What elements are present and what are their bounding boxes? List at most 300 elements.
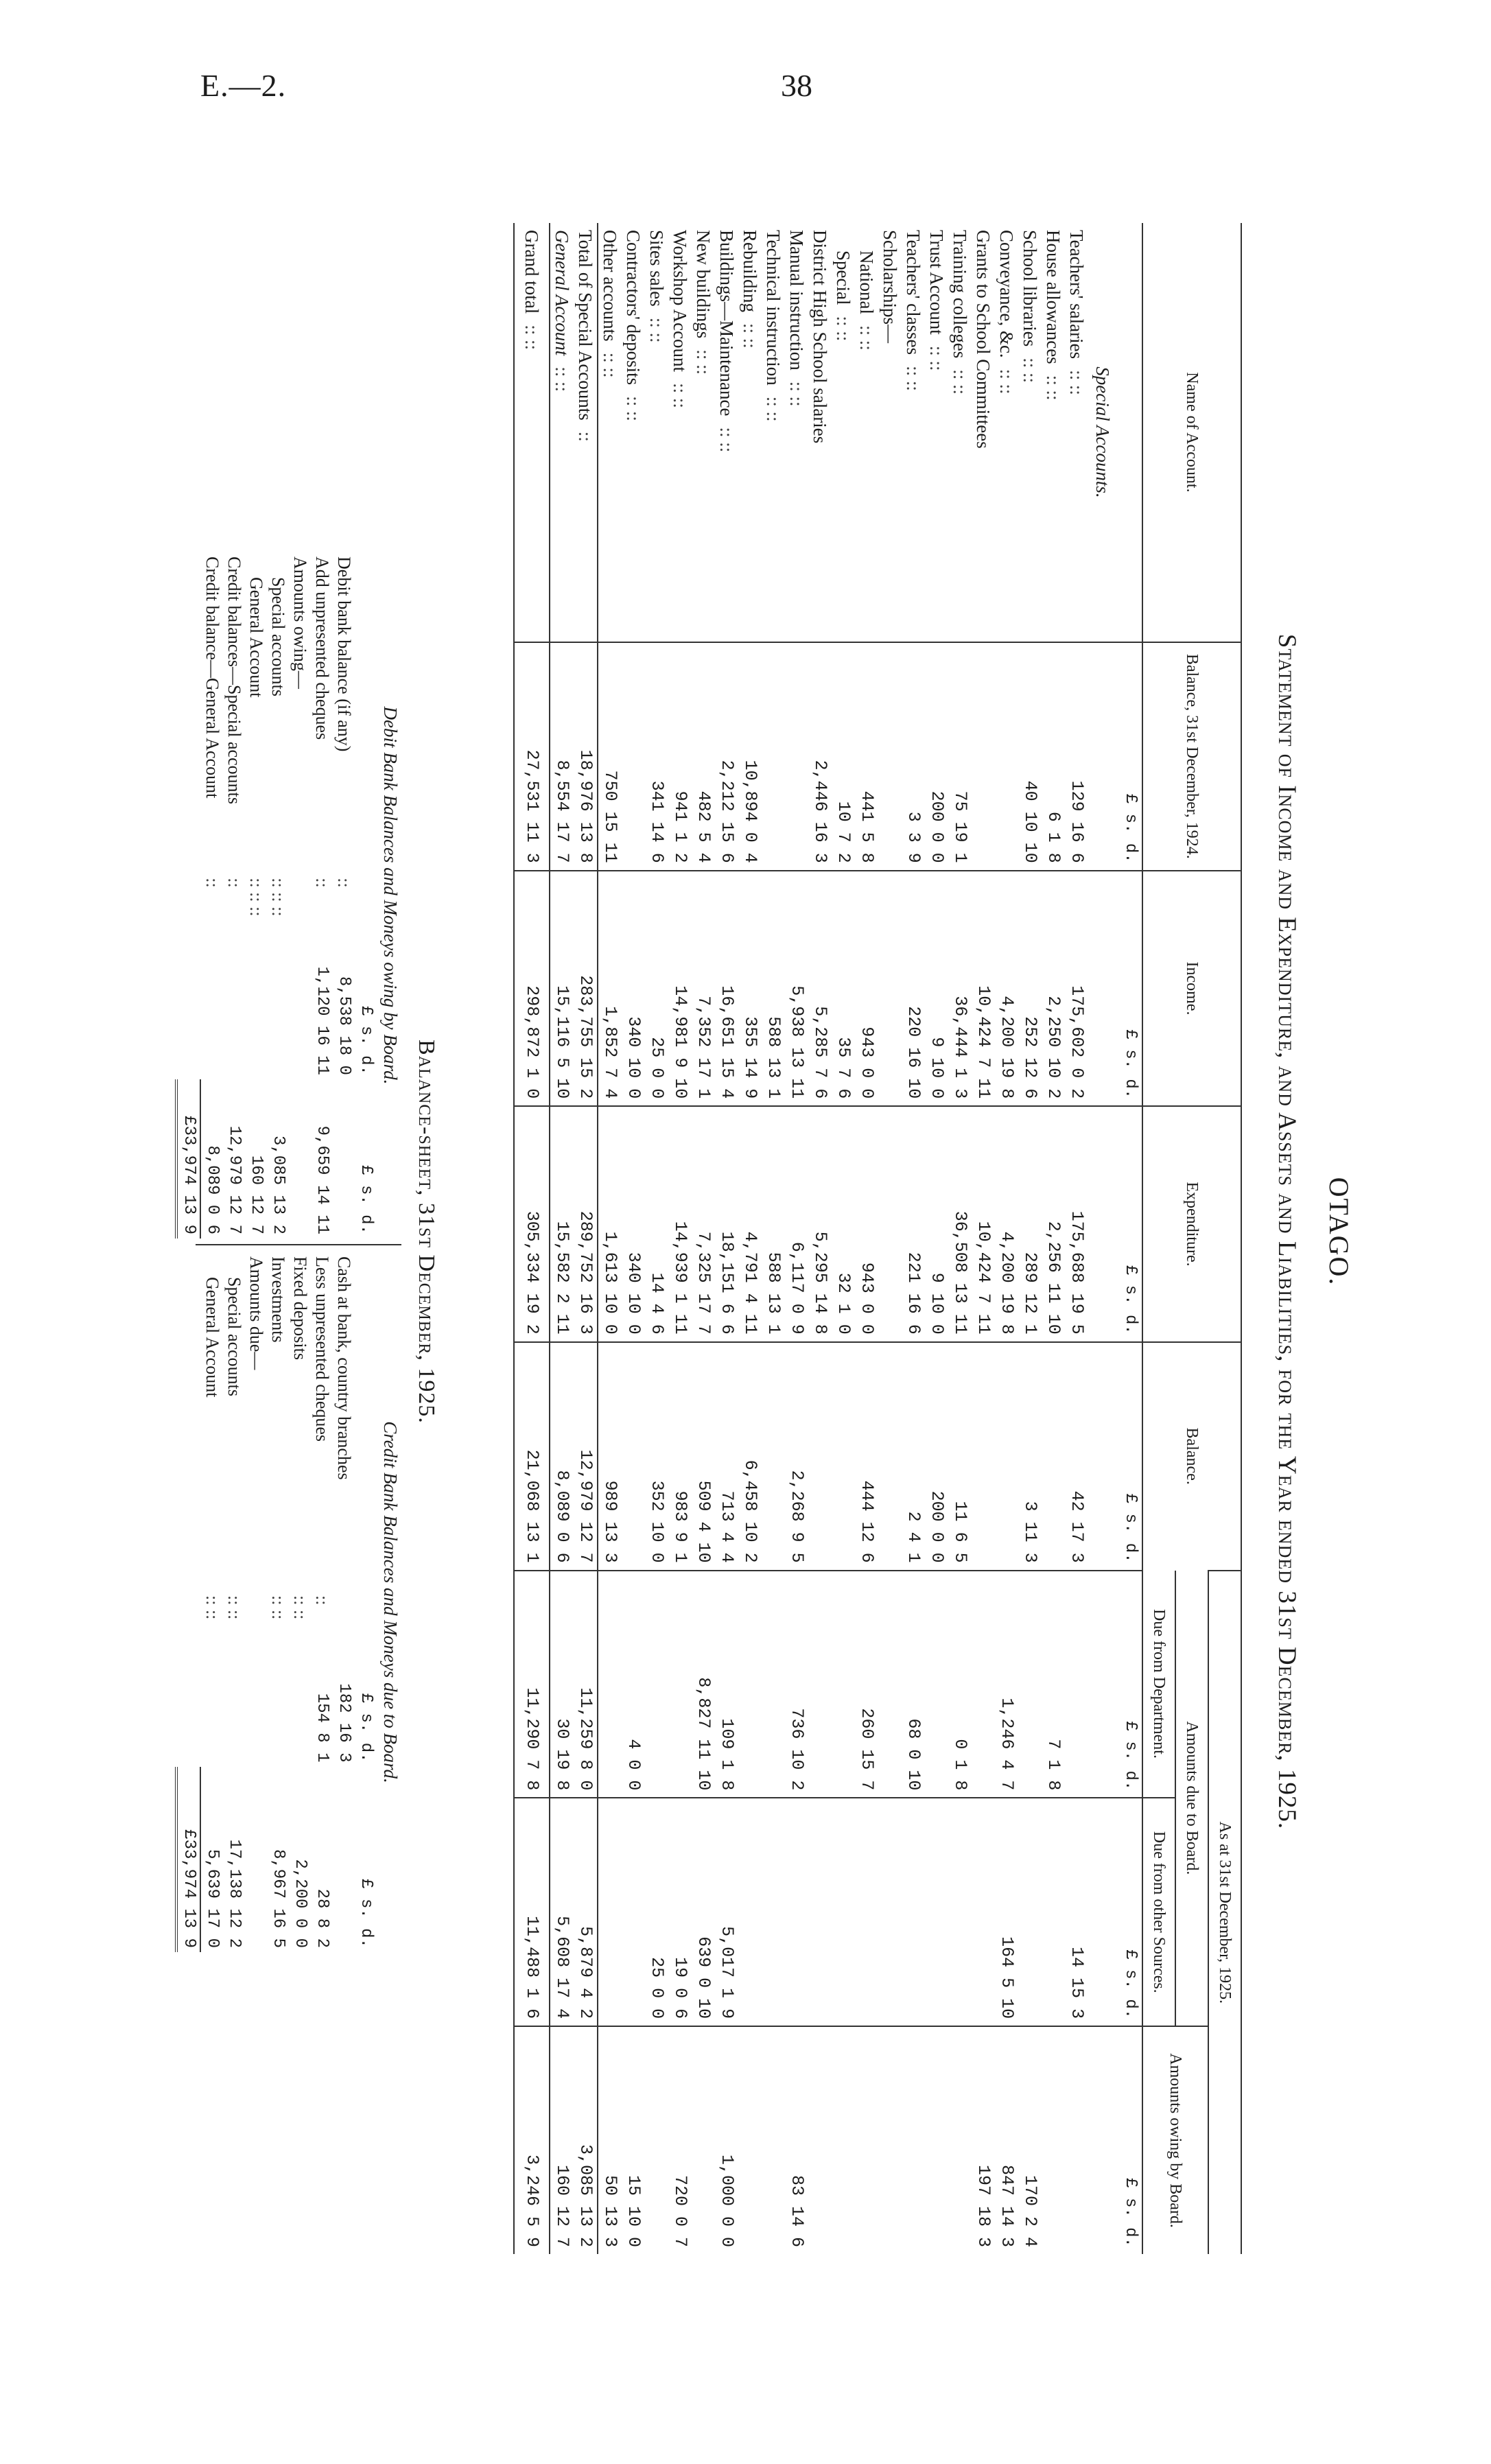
col-balance-1924-header: Balance, 31st December, 1924.	[1142, 642, 1241, 871]
account-name: Trust Account	[926, 230, 947, 335]
rotated-page-body	[180, 168, 1355, 2295]
amount-expenditure: 15,582 2 11	[550, 1106, 574, 1342]
amount-bal1924: 941 1 2	[668, 642, 692, 871]
amount-owing	[855, 2026, 878, 2254]
leader-dots: :: ::	[600, 352, 620, 378]
amount-income: 340 10 0	[622, 871, 645, 1107]
balance-sheet-subamount	[200, 1639, 223, 1766]
account-name-cell	[878, 223, 902, 642]
amount-balance	[878, 1342, 902, 1571]
amount-expenditure: 7,325 17 7	[692, 1106, 715, 1342]
amount-owing	[832, 2026, 855, 2254]
account-name: Special	[833, 250, 854, 305]
balance-sheet-subamount: 154 8 1	[313, 1693, 331, 1763]
balance-sheet-row	[333, 552, 355, 1239]
account-name-cell	[855, 223, 878, 642]
account-name-cell	[622, 223, 645, 642]
col-expenditure-header: Expenditure.	[1142, 1106, 1241, 1342]
amount-bal1924: 18,976 13 8	[574, 642, 598, 871]
amount-bal1924: 750 15 11	[598, 642, 622, 871]
amount-dept: 7 1 8	[1042, 1571, 1065, 1798]
units-row	[1114, 223, 1142, 2254]
amount-other	[598, 1798, 622, 2026]
amount-owing	[692, 2026, 715, 2254]
amount-dept	[645, 1571, 668, 1798]
amount-bal1924: 40 10 10	[1018, 642, 1042, 871]
amount-income: 4,200 19 8	[995, 871, 1018, 1107]
account-name-cell	[715, 223, 738, 642]
amount-income: 298,872 1 0	[514, 871, 550, 1107]
amount-income: 9 10 0	[925, 871, 948, 1107]
amount-owing	[1042, 2026, 1065, 2254]
amount-other	[1018, 1798, 1042, 2026]
account-name-cell	[902, 223, 925, 642]
amount-dept: 109 1 8	[715, 1571, 738, 1798]
amount-expenditure: 5,295 14 8	[808, 1106, 832, 1342]
amount-balance: 42 17 3	[1065, 1342, 1088, 1571]
unit-label: £ s. d.	[357, 1165, 375, 1234]
balance-sheet-label: Amounts due—	[246, 1256, 266, 1370]
balance-sheet-amount: 8,967 16 5	[269, 1849, 287, 1948]
leader-dots: :: ::	[903, 366, 924, 391]
unit-label: £ s. d.	[1114, 1342, 1142, 1571]
page-reference: E.—2.	[200, 68, 287, 103]
leader-dots: :: ::	[646, 317, 667, 343]
grand-total-row	[514, 223, 550, 2254]
col-income-header: Income.	[1142, 871, 1241, 1107]
table-row	[1018, 223, 1042, 2254]
table-row	[715, 223, 738, 2254]
amount-income: 252 12 6	[1018, 871, 1042, 1107]
table-row	[972, 223, 995, 2254]
table-row	[1042, 223, 1065, 2254]
account-name-cell	[972, 223, 995, 642]
account-name-cell	[832, 223, 855, 642]
account-name-cell	[762, 223, 785, 642]
amount-balance: 352 10 0	[645, 1342, 668, 1571]
amount-owing: 15 10 0	[622, 2026, 645, 2254]
amount-balance: 6,458 10 2	[738, 1342, 762, 1571]
balance-sheet-label: General Account	[246, 577, 266, 698]
balance-sheet-subamount	[223, 1639, 245, 1766]
account-name: Sites sales	[646, 230, 667, 307]
amount-income: 5,938 13 11	[785, 871, 808, 1107]
table-row	[785, 223, 808, 2254]
amount-balance: 983 9 1	[668, 1342, 692, 1571]
table-row	[762, 223, 785, 2254]
total-special-row	[574, 223, 598, 2254]
amount-balance	[1042, 1342, 1065, 1571]
debit-heading: Debit Bank Balances and Moneys owing by Board.	[380, 706, 401, 1085]
amount-dept: 30 19 8	[550, 1571, 574, 1798]
leader-dots: :: ::	[268, 1595, 288, 1620]
balance-sheet-credit-side	[175, 1252, 401, 1952]
amount-expenditure: 14 4 6	[645, 1106, 668, 1342]
amount-owing: 50 13 3	[598, 2026, 622, 2254]
balance-sheet-amount	[333, 1079, 355, 1239]
balance-sheet-label: Less unpresented cheques	[312, 1256, 332, 1442]
amount-balance	[832, 1342, 855, 1571]
amount-balance	[972, 1342, 995, 1571]
amount-other: 19 0 6	[668, 1798, 692, 2026]
balance-sheet-amount: 8,089 0 6	[203, 1145, 222, 1234]
account-name: Scholarships—	[880, 230, 900, 343]
balance-sheet-subamount: 182 16 3	[335, 1683, 353, 1763]
balance-sheet-subamount	[267, 932, 289, 1079]
balance-sheet-row	[245, 1252, 267, 1952]
balance-sheet-row	[245, 552, 267, 1239]
account-name: Other accounts	[600, 230, 620, 342]
amount-bal1924: 129 16 6	[1065, 642, 1088, 871]
balance-sheet-subamount	[245, 1639, 267, 1766]
unit-label: £ s. d.	[357, 1879, 375, 1948]
amount-owing: 83 14 6	[785, 2026, 808, 2254]
amount-dept	[1065, 1571, 1088, 1798]
amount-other: 639 0 10	[692, 1798, 715, 2026]
amount-balance	[995, 1342, 1018, 1571]
account-name-cell	[785, 223, 808, 642]
amount-bal1924: 2,212 15 6	[715, 642, 738, 871]
leader-dots	[289, 873, 311, 932]
leader-dots: :: ::	[521, 325, 542, 350]
amount-bal1924: 3 3 9	[902, 642, 925, 871]
amount-bal1924: 482 5 4	[692, 642, 715, 871]
amount-dept	[925, 1571, 948, 1798]
amount-dept	[878, 1571, 902, 1798]
amount-other: 11,488 1 6	[514, 1798, 550, 2026]
balance-sheet-subamount	[200, 932, 223, 1079]
account-name-cell	[1065, 223, 1088, 642]
amount-income: 7,352 17 1	[692, 871, 715, 1107]
section-heading-row	[1088, 223, 1114, 2254]
balance-sheet-row	[223, 1252, 245, 1952]
amount-expenditure: 2,256 11 10	[1042, 1106, 1065, 1342]
balance-sheet-amount: 28 8 2	[313, 1888, 331, 1948]
amount-balance: 12,979 12 7	[574, 1342, 598, 1571]
amount-owing	[645, 2026, 668, 2254]
table-row	[995, 223, 1018, 2254]
balance-sheet-subamount	[267, 1639, 289, 1766]
amount-other: 5,608 17 4	[550, 1798, 574, 2026]
amount-owing: 160 12 7	[550, 2026, 574, 2254]
account-name: Contractors' deposits	[623, 230, 644, 386]
amount-other	[925, 1798, 948, 2026]
amount-expenditure: 289,752 16 3	[574, 1106, 598, 1342]
balance-sheet-title: Balance-sheet, 31st December, 1925.	[414, 1040, 439, 1424]
amount-expenditure: 588 13 1	[762, 1106, 785, 1342]
unit-label: £ s. d.	[1114, 1106, 1142, 1342]
amount-bal1924	[762, 642, 785, 871]
amount-bal1924: 2,446 16 3	[808, 642, 832, 871]
amount-dept	[1018, 1571, 1042, 1798]
amount-bal1924	[878, 642, 902, 871]
leader-dots: ::	[575, 431, 596, 442]
balance-sheet-divider	[196, 1244, 401, 1245]
amount-income: 175,602 0 2	[1065, 871, 1088, 1107]
balance-sheet-total-row	[176, 1252, 200, 1952]
amount-owing	[762, 2026, 785, 2254]
account-name-cell	[738, 223, 762, 642]
amount-expenditure: 10,424 7 11	[972, 1106, 995, 1342]
units-row	[355, 552, 377, 1239]
amount-balance: 8,089 0 6	[550, 1342, 574, 1571]
leader-dots: ::	[312, 1595, 332, 1606]
balance-sheet-total: £33,974 13 9	[176, 1079, 200, 1239]
amount-dept	[598, 1571, 622, 1798]
account-name: Teachers' classes	[903, 230, 924, 355]
leader-dots: :: ::	[950, 369, 970, 395]
balance-sheet-subamount	[223, 932, 245, 1079]
amount-owing: 720 0 7	[668, 2026, 692, 2254]
account-name-cell	[645, 223, 668, 642]
amount-income: 283,755 15 2	[574, 871, 598, 1107]
general-account-row	[550, 223, 574, 2254]
leader-dots: :: ::	[926, 345, 947, 371]
amount-income: 220 16 10	[902, 871, 925, 1107]
amount-expenditure: 221 16 6	[902, 1106, 925, 1342]
amount-dept: 11,290 7 8	[514, 1571, 550, 1798]
amount-bal1924: 75 19 1	[948, 642, 972, 871]
leader-dots: :: ::	[786, 381, 807, 407]
statement-title: Statement of Income and Expenditure, and Assets and Liabilities, for the Year ended 31st December, 1925.	[1273, 633, 1301, 1830]
leader-dots: :: ::	[1020, 357, 1040, 383]
amount-dept: 4 0 0	[622, 1571, 645, 1798]
table-row	[622, 223, 645, 2254]
amount-owing: 3,246 5 9	[514, 2026, 550, 2254]
amount-bal1924	[995, 642, 1018, 871]
leader-dots: :: ::	[202, 1595, 222, 1620]
account-name: Workshop Account	[670, 230, 690, 373]
table-row	[855, 223, 878, 2254]
amount-expenditure: 36,508 13 11	[948, 1106, 972, 1342]
balance-sheet-amount	[289, 1079, 311, 1239]
amount-income	[878, 871, 902, 1107]
table-row	[902, 223, 925, 2254]
amount-expenditure: 305,334 19 2	[514, 1106, 550, 1342]
leader-dots: :: ::	[856, 325, 877, 351]
amount-bal1924	[622, 642, 645, 871]
balance-sheet-row	[333, 1252, 355, 1952]
amount-income: 355 14 9	[738, 871, 762, 1107]
amount-dept: 11,259 8 0	[574, 1571, 598, 1798]
account-name-cell	[925, 223, 948, 642]
amount-expenditure: 340 10 0	[622, 1106, 645, 1342]
leader-dots: :: ::	[224, 1595, 244, 1620]
amount-owing	[808, 2026, 832, 2254]
leader-dots: :: ::	[670, 383, 690, 408]
balance-sheet-amount: 17,138 12 2	[225, 1839, 244, 1948]
amount-expenditure: 1,613 10 0	[598, 1106, 622, 1342]
amount-income: 16,651 15 4	[715, 871, 738, 1107]
amount-balance	[622, 1342, 645, 1571]
account-name: Total of Special Accounts	[575, 230, 596, 421]
balance-sheet-label: Credit balance—General Account	[202, 556, 222, 799]
leader-dots: :: ::	[623, 396, 644, 421]
amount-bal1924: 341 14 6	[645, 642, 668, 871]
unit-label: £ s. d.	[1114, 2026, 1142, 2254]
balance-sheet-row	[200, 1252, 223, 1952]
amount-other	[948, 1798, 972, 2026]
unit-label: £ s. d.	[1114, 642, 1142, 871]
amount-bal1924	[785, 642, 808, 871]
balance-sheet-label: Credit balances—Special accounts	[224, 556, 244, 804]
leader-dots: ::	[334, 878, 354, 888]
balance-sheet-subamount	[245, 932, 267, 1079]
leader-dots: ::	[224, 878, 244, 888]
amount-bal1924: 8,554 17 7	[550, 642, 574, 871]
amount-dept: 1,246 4 7	[995, 1571, 1018, 1798]
amount-owing	[1065, 2026, 1088, 2254]
leader-dots: ::	[202, 878, 222, 888]
amount-income: 1,852 7 4	[598, 871, 622, 1107]
col-as-at-header: As at 31st December, 1925.	[1208, 1571, 1241, 2254]
amount-owing: 847 14 3	[995, 2026, 1018, 2254]
amount-income: 943 0 0	[855, 871, 878, 1107]
table-row	[692, 223, 715, 2254]
account-name-cell	[1018, 223, 1042, 642]
account-name: Manual instruction	[786, 230, 807, 371]
unit-label: £ s. d.	[1114, 871, 1142, 1107]
balance-sheet-label: Investments	[268, 1256, 288, 1343]
credit-heading: Credit Bank Balances and Moneys due to Board.	[380, 1421, 401, 1783]
table-row	[1065, 223, 1088, 2254]
amount-owing	[878, 2026, 902, 2254]
amount-expenditure: 289 12 1	[1018, 1106, 1042, 1342]
account-name: Training colleges	[950, 230, 970, 359]
table-row	[598, 223, 622, 2254]
amount-bal1924: 10,894 0 4	[738, 642, 762, 871]
amount-other	[808, 1798, 832, 2026]
leader-dots: :: ::	[716, 427, 737, 453]
account-name-cell	[668, 223, 692, 642]
balance-sheet-label: Special accounts	[268, 577, 288, 696]
balance-sheet-label: Special accounts	[224, 1277, 244, 1396]
col-owing-header: Amounts owing by Board.	[1142, 2026, 1208, 2254]
leader-dots: :: ::	[740, 323, 760, 349]
balance-sheet-amount	[333, 1767, 355, 1952]
balance-sheet-row	[289, 552, 311, 1239]
amount-balance	[808, 1342, 832, 1571]
amount-other	[622, 1798, 645, 2026]
account-name: Buildings—Maintenance	[716, 230, 737, 416]
amount-expenditure: 6,117 0 9	[785, 1106, 808, 1342]
balance-sheet-row	[267, 552, 289, 1239]
amount-expenditure: 4,200 19 8	[995, 1106, 1018, 1342]
account-name-cell	[1042, 223, 1065, 642]
amount-other: 25 0 0	[645, 1798, 668, 2026]
leader-dots: :: ::	[1043, 375, 1064, 401]
amount-dept: 8,827 11 10	[692, 1571, 715, 1798]
amount-bal1924: 6 1 8	[1042, 642, 1065, 871]
table-row	[808, 223, 832, 2254]
amount-owing: 1,000 0 0	[715, 2026, 738, 2254]
amount-other: 5,017 1 9	[715, 1798, 738, 2026]
balance-sheet-amount	[245, 1767, 267, 1952]
account-name-cell	[948, 223, 972, 642]
balance-sheet-row	[311, 552, 333, 1239]
region-title: OTAGO.	[1324, 1177, 1354, 1287]
amount-expenditure: 32 1 0	[832, 1106, 855, 1342]
account-name-cell	[995, 223, 1018, 642]
amount-income: 10,424 7 11	[972, 871, 995, 1107]
account-name-cell	[550, 223, 574, 642]
leader-dots: ::	[312, 878, 332, 888]
amount-other: 14 15 3	[1065, 1798, 1088, 2026]
table-row	[832, 223, 855, 2254]
col-due-other-header: Due from other Sources.	[1142, 1798, 1175, 2026]
balance-sheet-total: £33,974 13 9	[176, 1767, 200, 1952]
balance-sheet-label: Add unpresented cheques	[312, 556, 332, 740]
account-name-cell	[808, 223, 832, 642]
table-row	[948, 223, 972, 2254]
account-name-cell	[574, 223, 598, 642]
balance-sheet-amount: 5,639 17 0	[203, 1849, 222, 1948]
balance-sheet-row	[200, 552, 223, 1239]
account-name: Teachers' salaries	[1066, 230, 1087, 360]
amount-dept: 0 1 8	[948, 1571, 972, 1798]
amount-other	[878, 1798, 902, 2026]
amount-bal1924	[972, 642, 995, 871]
amount-owing: 3,085 13 2	[574, 2026, 598, 2254]
account-name: New buildings	[693, 230, 714, 339]
balance-sheet-subamount: 1,120 16 11	[313, 966, 331, 1075]
amount-income: 5,285 7 6	[808, 871, 832, 1107]
col-due-dept-header: Due from Department.	[1142, 1571, 1175, 1798]
amount-balance: 2 4 1	[902, 1342, 925, 1571]
balance-sheet-total-row	[176, 552, 200, 1239]
balance-sheet-amount: 2,200 0 0	[291, 1859, 309, 1948]
amount-other: 5,879 4 2	[574, 1798, 598, 2026]
amount-balance: 713 4 4	[715, 1342, 738, 1571]
amount-other	[902, 1798, 925, 2026]
amount-balance: 3 11 3	[1018, 1342, 1042, 1571]
leader-dots: :: :: ::	[246, 878, 266, 917]
balance-sheet-subamount	[289, 932, 311, 1079]
amount-expenditure: 14,939 1 11	[668, 1106, 692, 1342]
amount-dept	[738, 1571, 762, 1798]
page-number: 38	[781, 68, 812, 103]
amount-other	[738, 1798, 762, 2026]
leader-dots: :: ::	[763, 396, 784, 422]
amount-owing	[902, 2026, 925, 2254]
account-name-cell	[598, 223, 622, 642]
amount-dept	[762, 1571, 785, 1798]
amount-dept	[972, 1571, 995, 1798]
leader-dots: :: ::	[996, 368, 1017, 395]
income-expenditure-table	[513, 223, 1242, 2254]
leader-dots	[333, 1591, 355, 1639]
amount-dept	[808, 1571, 832, 1798]
amount-owing	[925, 2026, 948, 2254]
balance-sheet-label: Amounts owing—	[290, 556, 310, 689]
balance-sheet-amount: 3,085 13 2	[269, 1135, 287, 1234]
amount-expenditure	[878, 1106, 902, 1342]
leader-dots	[245, 1591, 267, 1639]
amount-other	[762, 1798, 785, 2026]
amount-dept: 260 15 7	[855, 1571, 878, 1798]
balance-sheet-amount: 9,659 14 11	[313, 1125, 331, 1234]
amount-balance: 509 4 10	[692, 1342, 715, 1571]
unit-label: £ s. d.	[1114, 1571, 1142, 1798]
account-name: Grants to School Committees	[973, 230, 994, 449]
unit-label: £ s. d.	[357, 1693, 375, 1763]
amount-expenditure: 18,151 6 6	[715, 1106, 738, 1342]
amount-balance: 11 6 5	[948, 1342, 972, 1571]
amount-income: 588 13 1	[762, 871, 785, 1107]
leader-dots: :: ::	[833, 316, 854, 342]
amount-balance: 21,068 13 1	[514, 1342, 550, 1571]
unit-label: £ s. d.	[1114, 1798, 1142, 2026]
